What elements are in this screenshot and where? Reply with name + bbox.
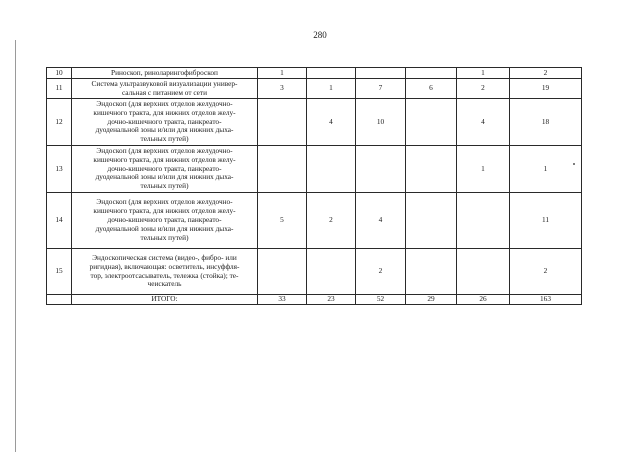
quantity-cell: 1 bbox=[258, 68, 307, 79]
equipment-name: Эндоскоп (для верхних отделов желудочно- кишечного тракта, для нижних отделов желу- дочно-кишечного тракта, панкреато- дуоденальной зоны и/или для нижних дыха- тельных путей) bbox=[72, 99, 258, 146]
quantity-cell: 1 bbox=[307, 79, 356, 99]
equipment-name: Система ультразвуковой визуализации универ- сальная с питанием от сети bbox=[72, 79, 258, 99]
row-number: 10 bbox=[47, 68, 72, 79]
total-row-number bbox=[47, 295, 72, 305]
quantity-cell: 4 bbox=[457, 99, 510, 146]
quantity-cell bbox=[406, 99, 457, 146]
grand-total-cell: 163 bbox=[510, 295, 582, 305]
quantity-cell: 1 bbox=[457, 146, 510, 193]
equipment-name: Эндоскопическая система (видео-, фибро- или ригидная), включающая: осветитель, инсуффля- тор, электроотсасыватель, тележка (стойка); те- чеискатель bbox=[72, 249, 258, 295]
total-row bbox=[47, 295, 582, 305]
quantity-cell: 2 bbox=[457, 79, 510, 99]
quantity-cell bbox=[406, 249, 457, 295]
quantity-cell bbox=[307, 249, 356, 295]
quantity-cell bbox=[307, 68, 356, 79]
binding-edge-line bbox=[15, 40, 16, 452]
total-cell: 33 bbox=[258, 295, 307, 305]
total-cell: 23 bbox=[307, 295, 356, 305]
row-number: 14 bbox=[47, 193, 72, 249]
row-total-cell: 19 bbox=[510, 79, 582, 99]
equipment-name: Эндоскоп (для верхних отделов желудочно- кишечного тракта, для нижних отделов желу- дочно-кишечного тракта, панкреато- дуоденальной зоны и/или для нижних дыха- тельных путей) bbox=[72, 146, 258, 193]
quantity-cell: 3 bbox=[258, 79, 307, 99]
quantity-cell: 2 bbox=[356, 249, 406, 295]
page-number: 280 bbox=[313, 30, 327, 40]
quantity-cell: 1 bbox=[457, 68, 510, 79]
quantity-cell bbox=[258, 146, 307, 193]
quantity-cell bbox=[406, 146, 457, 193]
quantity-cell bbox=[258, 99, 307, 146]
row-total-cell: 1 bbox=[510, 146, 582, 193]
table-row bbox=[47, 99, 582, 146]
row-number: 12 bbox=[47, 99, 72, 146]
quantity-cell bbox=[406, 68, 457, 79]
quantity-cell bbox=[406, 193, 457, 249]
table-row bbox=[47, 249, 582, 295]
row-total-cell: 2 bbox=[510, 68, 582, 79]
quantity-cell: 2 bbox=[307, 193, 356, 249]
quantity-cell bbox=[457, 249, 510, 295]
equipment-table bbox=[46, 67, 582, 305]
row-total-cell: 2 bbox=[510, 249, 582, 295]
quantity-cell: 4 bbox=[307, 99, 356, 146]
total-cell: 26 bbox=[457, 295, 510, 305]
row-number: 15 bbox=[47, 249, 72, 295]
quantity-cell: 4 bbox=[356, 193, 406, 249]
quantity-cell bbox=[356, 146, 406, 193]
quantity-cell: 5 bbox=[258, 193, 307, 249]
table-row bbox=[47, 193, 582, 249]
quantity-cell bbox=[307, 146, 356, 193]
row-total-cell: 18 bbox=[510, 99, 582, 146]
quantity-cell: 6 bbox=[406, 79, 457, 99]
table-row bbox=[47, 146, 582, 193]
quantity-cell bbox=[356, 68, 406, 79]
row-total-cell: 11 bbox=[510, 193, 582, 249]
row-number: 11 bbox=[47, 79, 72, 99]
total-label: ИТОГО: bbox=[72, 295, 258, 305]
table-row bbox=[47, 79, 582, 99]
quantity-cell bbox=[258, 249, 307, 295]
quantity-cell: 10 bbox=[356, 99, 406, 146]
equipment-name: Риноскоп, риноларингофиброскоп bbox=[72, 68, 258, 79]
equipment-name: Эндоскоп (для верхних отделов желудочно- кишечного тракта, для нижних отделов желу- дочно-кишечного тракта, панкреато- дуоденальной зоны и/или для нижних дыха- тельных путей) bbox=[72, 193, 258, 249]
row-number: 13 bbox=[47, 146, 72, 193]
quantity-cell: 7 bbox=[356, 79, 406, 99]
total-cell: 29 bbox=[406, 295, 457, 305]
table-row bbox=[47, 68, 582, 79]
quantity-cell bbox=[457, 193, 510, 249]
total-cell: 52 bbox=[356, 295, 406, 305]
